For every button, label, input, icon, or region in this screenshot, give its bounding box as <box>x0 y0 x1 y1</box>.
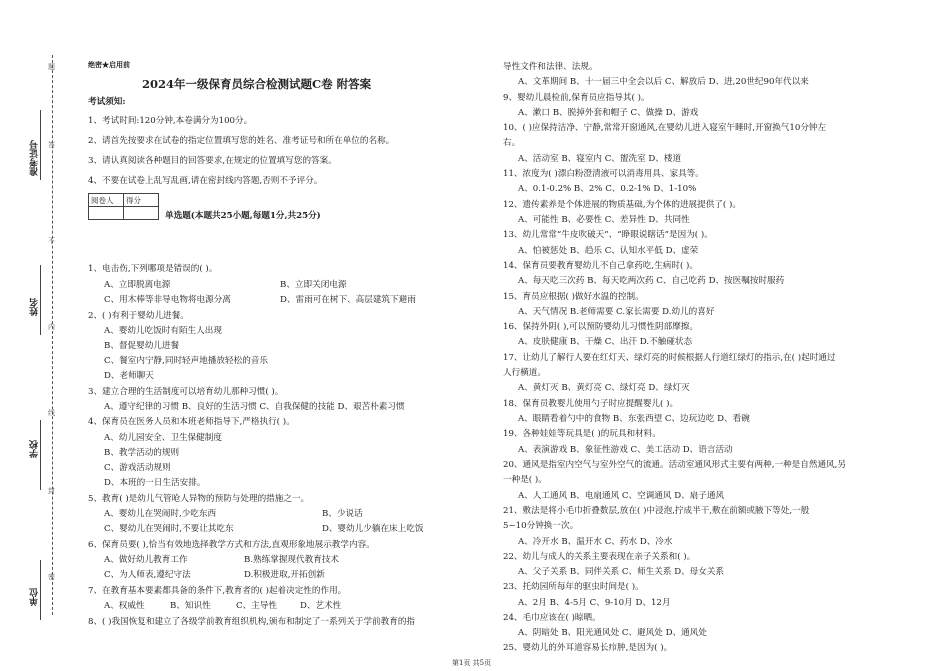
option: A、天气情况 B.老师需要 C.家长需要 D.幼儿的喜好 <box>518 307 715 317</box>
option: A、活动室 B、寝室内 C、盥洗室 D、楼道 <box>518 154 682 164</box>
option: A、2月 B、4-5月 C、9-10月 D、12月 <box>518 598 671 608</box>
option: A、皮肤健康 B、干燥 C、出汗 D.不触碰状态 <box>518 337 693 347</box>
option: B、教学活动的规则 <box>104 448 180 458</box>
option: A、0.1-0.2% B、2% C、0.2-1% D、1-10% <box>518 184 697 194</box>
seal-char: 封 <box>48 487 55 495</box>
question: 4、保育员在医务人员和本班老师指导下,严格执行( )。 <box>88 417 295 427</box>
question: 14、保育员要教育婴幼儿不自己拿药吃,生病时( )。 <box>503 261 698 271</box>
score-cell[interactable] <box>124 207 159 220</box>
question: 25、婴幼儿的外耳道容易长疖肿,是因为( )。 <box>503 643 673 653</box>
question: 17、让幼儿了解行人要在红灯天、绿灯亮的时候根据人行道红绿灯的指示,在( )起时通过 <box>503 353 836 363</box>
option: A、怕被惩处 B、趋乐 C、认知水平低 D、虚荣 <box>518 246 699 256</box>
question: 8、( )我国恢复和建立了各级学前教育组织机构,颁布和制定了一系列关于学前教育的指 <box>88 617 416 627</box>
question: 20、通风是指室内空气与室外空气的流通。活动室通风形式主要有两种,一种是自然通风,另 <box>503 460 846 470</box>
question: 13、幼儿常常“牛皮吹破天”、“睁眼说瞎话”是因为( )。 <box>503 230 713 240</box>
option: A、幼儿园安全、卫生保健制度 <box>104 433 222 443</box>
option: A、婴幼儿吃饭时有陌生人出现 <box>104 326 222 336</box>
secret-label: 绝密★启用前 <box>88 60 130 69</box>
notice-heading: 考试须知: <box>88 97 126 107</box>
option: C、餐室内宁静,同时轻声地播放轻松的音乐 <box>104 356 268 366</box>
school-field[interactable] <box>40 420 41 490</box>
option: A、父子关系 B、同伴关系 C、师生关系 D、母女关系 <box>518 567 725 577</box>
text-line: 右。 <box>503 138 521 148</box>
option: D、雷雨可在树下、高层建筑下避雨 <box>280 295 416 305</box>
question: 24、毛巾应该在( )晾晒。 <box>503 613 601 623</box>
seal-char: 线 <box>48 409 55 417</box>
notice-item: 1、考试时间:120分钟,本卷满分为100分。 <box>88 116 253 126</box>
question: 7、在教育基本要素都具备的条件下,教育者的( )起着决定性的作用。 <box>88 586 347 596</box>
option: C、游戏活动规则 <box>104 463 171 473</box>
text-line: 一种是( )。 <box>503 475 547 485</box>
question: 9、婴幼儿晨检前,保育员应指导其( )。 <box>503 93 650 103</box>
name-field[interactable] <box>40 265 41 335</box>
margin-label-school: 学校 <box>30 440 40 458</box>
option: A、可能性 B、必要性 C、差异性 D、共同性 <box>518 215 690 225</box>
question: 5、教育( )是幼儿气管呛人异物的预防与处理的措施之一。 <box>88 494 310 504</box>
option: A、权威性 <box>104 601 145 611</box>
question: 10、( )应保持洁净、宁静,常常开窗通风,在婴幼儿进入寝室午睡时,开窗换气10分钟左 <box>503 123 827 133</box>
question: 1、电击伤,下列哪项是错误的( )。 <box>88 264 218 274</box>
seal-char: 题 <box>48 63 55 71</box>
margin-label-unit: 单位 <box>30 588 40 606</box>
text-line: 导性文件和法律、法规。 <box>503 62 598 72</box>
margin-label-exam-number: 准考证号 <box>30 140 40 176</box>
unit-field[interactable] <box>40 560 41 620</box>
question: 22、幼儿与成人的关系主要表现在亲子关系和( )。 <box>503 552 696 562</box>
seal-line <box>52 55 53 615</box>
option: A、立即脱离电源 <box>104 280 171 290</box>
option: D、婴幼儿少躺在床上吃饭 <box>322 524 424 534</box>
score-box <box>88 193 159 220</box>
score-box-grader-label: 阅卷人 <box>89 194 124 207</box>
question: 11、浓度为( )漂白粉澄清液可以消毒用具、家具等。 <box>503 169 704 179</box>
option: A、表演游戏 B、象征性游戏 C、美工活动 D、语言活动 <box>518 445 733 455</box>
option: A、黄灯灭 B、黄灯亮 C、绿灯亮 D、绿灯灭 <box>518 383 690 393</box>
question: 15、育员应根据( )做好水温的控制。 <box>503 292 644 302</box>
option: A、遵守纪律的习惯 B、良好的生活习惯 C、自我保健的技能 D、艰苦朴素习惯 <box>104 402 405 412</box>
text-line: 5~10分钟换一次。 <box>503 521 579 531</box>
option: D、老师聊天 <box>104 371 154 381</box>
score-box-score-label: 得分 <box>124 194 159 207</box>
question: 2、( )有利于婴幼儿进餐。 <box>88 311 189 321</box>
question: 3、建立合理的生活制度可以培育幼儿那种习惯( )。 <box>88 387 284 397</box>
option: A、冷开水 B、温开水 C、药水 D、冷水 <box>518 537 673 547</box>
option: A、每天吃三次药 B、每天吃两次药 C、自己吃药 D、按医嘱按时服药 <box>518 276 785 286</box>
option: D.积极进取,开拓创新 <box>244 570 325 580</box>
option: A、做好幼儿教育工作 <box>104 555 188 565</box>
option: A、文革期间 B、十一届三中全会以后 C、解放后 D、进,20世纪90年代以来 <box>518 77 809 87</box>
question: 19、各种娃娃等玩具是( )的玩具和材料。 <box>503 429 661 439</box>
option: B、少说话 <box>322 509 363 519</box>
option: D、艺术性 <box>300 601 342 611</box>
notice-item: 3、请认真阅读各种题目的回答要求,在规定的位置填写您的答案。 <box>88 156 337 166</box>
text-line: 人行横道。 <box>503 368 546 378</box>
exam-number-field[interactable] <box>40 110 41 180</box>
page-title: 2024年一级保育员综合检测试题C卷 附答案 <box>142 77 372 91</box>
option: A、婴幼儿在哭闹时,少吃东西 <box>104 509 217 519</box>
notice-item: 4、不要在试卷上乱写乱画,请在密封线内答题,否则不予评分。 <box>88 176 323 186</box>
page-number: 第1页 共5页 <box>452 659 492 667</box>
question: 23、托幼园所每年的驱虫时间是( )。 <box>503 582 644 592</box>
section-title: 单选题(本题共25小题,每题1分,共25分) <box>165 211 321 221</box>
grader-cell[interactable] <box>89 207 124 220</box>
option: D、本班的一日生活安排。 <box>104 478 206 488</box>
option: B、立即关闭电源 <box>280 280 347 290</box>
seal-char: 不 <box>48 237 55 245</box>
question: 12、遗传素养是个体进展的物质基础,为个体的进展提供了( )。 <box>503 200 741 210</box>
option: A、眼睛看着勺中的食物 B、东张西望 C、边玩边吃 D、看碗 <box>518 414 750 424</box>
option: C、主导性 <box>236 601 277 611</box>
seal-char: 内 <box>48 323 55 331</box>
option: B.熟练掌握现代教育技术 <box>244 555 339 565</box>
option: C、婴幼儿在哭闹时,不要让其吃东 <box>104 524 234 534</box>
option: B、督促婴幼儿进餐 <box>104 341 180 351</box>
seal-char: 密 <box>48 573 55 581</box>
margin-label-name: 姓名 <box>30 298 40 316</box>
option: A、漱口 B、脱掉外套和帽子 C、做操 D、游戏 <box>518 108 699 118</box>
notice-item: 2、请首先按要求在试卷的指定位置填写您的姓名、准考证号和所在单位的名称。 <box>88 136 395 146</box>
question: 6、保育员要( ),恰当有效地选择教学方式和方法,直观形象地展示教学内容。 <box>88 540 375 550</box>
question: 18、保育员教婴儿使用勺子时应提醒婴儿( )。 <box>503 399 679 409</box>
option: C、用木棒等非导电物将电源分离 <box>104 295 231 305</box>
question: 21、敷法是将小毛巾折叠数层,放在( )中浸泡,拧成半干,敷在前额或腋下等处,一般 <box>503 506 810 516</box>
seal-char: 答 <box>48 141 55 149</box>
option: C、为人师表,遵纪守法 <box>104 570 191 580</box>
option: A、人工通风 B、电扇通风 C、空调通风 D、扇子通风 <box>518 491 725 501</box>
option: A、阴暗处 B、阳光通风处 C、避风处 D、通风处 <box>518 628 707 638</box>
question: 16、保持外阴( ),可以预防婴幼儿习惯性阴部摩擦。 <box>503 322 698 332</box>
option: B、知识性 <box>170 601 211 611</box>
